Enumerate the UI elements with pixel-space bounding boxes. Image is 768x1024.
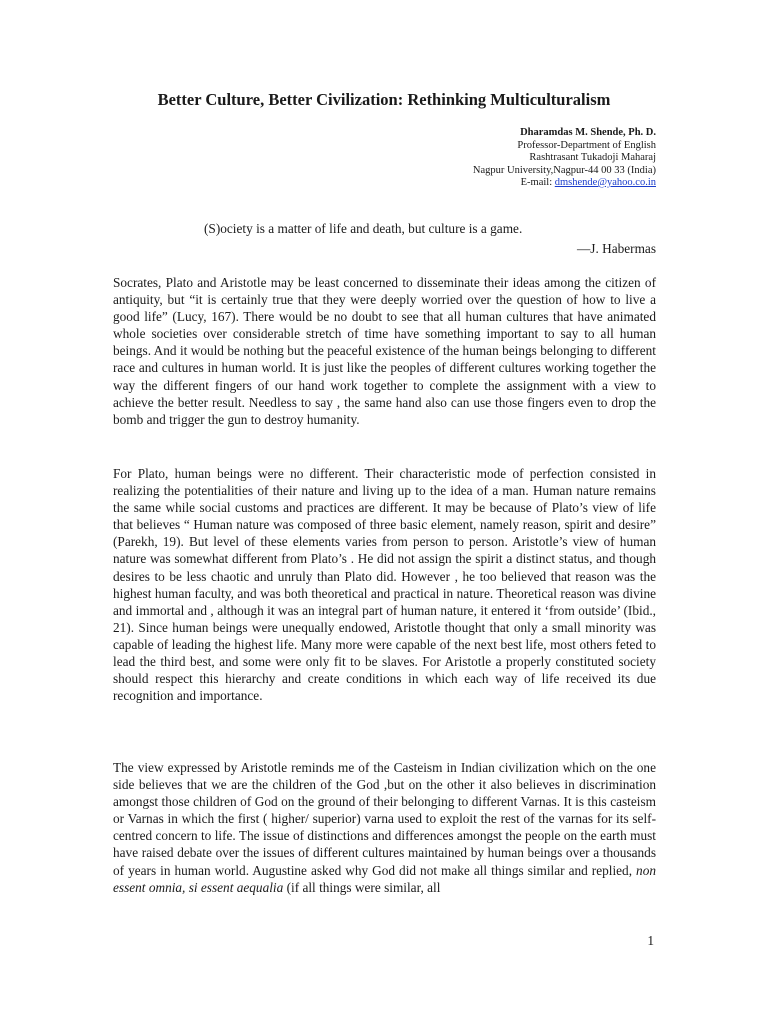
author-university-line2: Nagpur University,Nagpur-44 00 33 (India) [472, 164, 656, 176]
body-paragraph-1: Socrates, Plato and Aristotle may be least concerned to disseminate their ideas among the citizen of antiquity, but “it is certainly true that they were deeply worried over the question of how to live a good life” (Lucy, 167). There would be no doubt to see that all human cultures that have animated whole societies over considerable stretch of time have something important to say to all human beings. And it would be nothing but the peaceful existence of the human beings belonging to different race and cultures in human world. It is just like the peoples of different cultures working together the way the different fingers of our hand work together to complete the assignment with a view to achieve the better result. Needless to say , the same hand also can use those fingers even to drop the bomb and trigger the gun to destroy humanity. [113, 275, 656, 427]
paragraph-3-text-start: The view expressed by Aristotle reminds me of the Casteism in Indian civilization which on the one side believes that we are the children of the God ,but on the other it also believes in discrimination amongst those children of God on the ground of their belonging to different Varnas. It is this casteism or Varnas in which the first ( higher/ superior) varna used to exploit the rest of the varnas for its self-centred concern to life. The issue of distinctions and differences amongst the people on the earth must have raised debate over the issues of different cultures maintained by human beings over a thousands of years in human world. Augustine asked why God did not make all things similar and replied, [113, 760, 656, 878]
page-number: 1 [647, 933, 654, 948]
latin-quote: non essent omnia, si essent aequalia [113, 862, 656, 895]
epigraph-attribution: —J. Habermas [576, 241, 656, 256]
email-link[interactable]: dmshende@yahoo.co.in [554, 177, 656, 188]
body-paragraph-3 [113, 759, 656, 896]
author-university-line1: Rashtrasant Tukadoji Maharaj [529, 152, 656, 163]
body-paragraph-2: For Plato, human beings were no different. Their characteristic mode of perfection consisted in realizing the potentialities of their nature and living up to the idea of a man. Human nature remains the same while social customs and practices are different. It may be because of Plato’s view of life that believes “ Human nature was composed of three basic element, namely reason, spirit and desire” (Parekh, 19). But level of these elements varies from person to person. Aristotle’s view of human nature was somewhat different from Plato’s . He did not assign the spirit a distinct status, and though desires to be less chaotic and unruly than Plato did. However , he too believed that reason was the highest human faculty, and was both theoretical and practical in nature. Theoretical reason was divine and immortal and , although it was an integral part of human nature, it entered it ‘from outside’ (Ibid., 21). Since human beings were unequally endowed, Aristotle thought that only a small minority was capable of leading the highest life. Many more were capable of the next best life, most others feted to lead the third best, and some were only fit to be slaves. For Aristotle a properly constituted society should respect this hierarchy and create conditions in which each way of life received its due recognition and importance. [113, 466, 656, 704]
author-name: Dharamdas M. Shende, Ph. D. [520, 127, 656, 138]
author-email-line [473, 177, 656, 190]
author-position: Professor-Department of English [517, 139, 656, 151]
email-label: E-mail: [520, 177, 555, 188]
author-block [473, 127, 656, 190]
paper-title: Better Culture, Better Civilization: Rethinking Multiculturalism [157, 90, 611, 109]
epigraph-quote: (S)ociety is a matter of life and death, but culture is a game. [204, 221, 523, 236]
paragraph-3-text-end: (if all things were similar, all [283, 879, 441, 895]
